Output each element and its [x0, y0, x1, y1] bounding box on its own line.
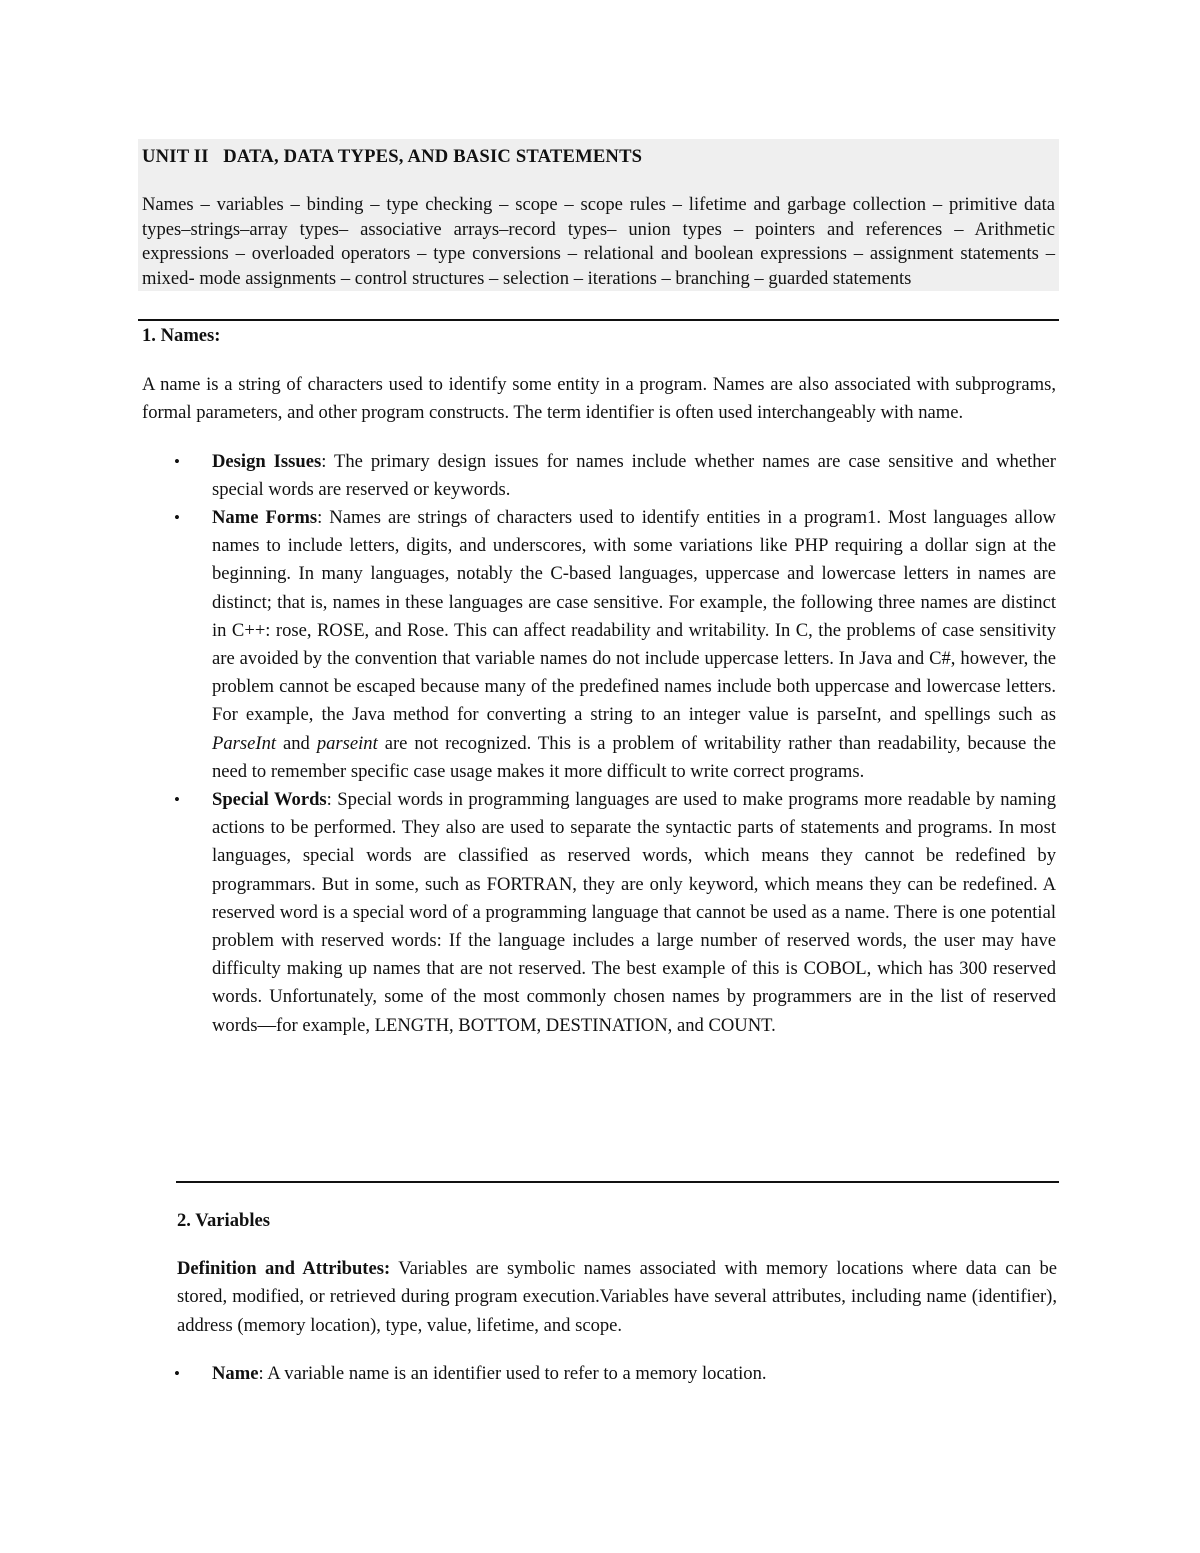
item-term: Name Forms [212, 507, 318, 529]
section-heading: 1. Names: [142, 325, 221, 346]
bullet-list [142, 448, 1056, 1040]
item-italic: parseint [316, 732, 378, 754]
list-item [174, 1360, 1057, 1388]
definition-paragraph [177, 1255, 1057, 1340]
item-text: and [276, 732, 317, 754]
item-text: : Special words in programming languages are used to make programs more readable by naming actions to be performed. They also are used to separate the syntactic parts of statements and programs. In most languages, special words are classified as reserved words, which means they cannot be redefined by programmars. But in some, such as FORTRAN, they are only keyword, which means they can be redefined. A reserved word is a special word of a programming language that cannot be used as a name. There is one potential problem with reserved words: If the language includes a large number of reserved words, the user may have difficulty making up names that are not reserved. The best example of this is COBOL, which has 300 reserved words. Unfortunately, some of the most commonly chosen names by programmers are in the list of reserved words—for example, LENGTH, BOTTOM, DESTINATION, and COUNT. [212, 789, 1056, 1036]
item-term: Name [212, 1362, 259, 1384]
section-names [142, 322, 1056, 1040]
list-item [142, 504, 1056, 786]
unit-topics: Names – variables – binding – type checking – scope – scope rules – lifetime and garbage collection – primitive data types–strings–array types– associative arrays–record types– union types – pointers and references – Arithmetic expressions – overloaded operators – type conversions – relational and boolean expressions – assignment statements – mixed- mode assignments – control structures – selection – iterations – branching – guarded statements [142, 194, 1055, 289]
list-item [142, 786, 1056, 1040]
item-italic: ParseInt [212, 732, 277, 754]
definition-text: Variables are symbolic names associated with memory locations where data can be stored, modified, or retrieved during program execution.Variables have several attributes, including name (identifier), address (memory location), type, value, lifetime, and scope. [177, 1258, 1057, 1336]
item-term: Special Words [212, 789, 327, 811]
unit-header-box [138, 139, 1059, 291]
item-text: : The primary design issues for names include whether names are case sensitive and whether special words are reserved or keywords. [212, 450, 1056, 500]
section-divider [176, 1181, 1059, 1183]
section-heading: 2. Variables [177, 1210, 270, 1231]
list-item [142, 448, 1056, 504]
bullet-icon: • [174, 508, 180, 528]
item-term: Design Issues [212, 450, 322, 472]
section-divider [138, 319, 1059, 321]
unit-title: UNIT II DATA, DATA TYPES, AND BASIC STATEMENTS [142, 146, 643, 167]
section-variables [174, 1207, 1057, 1388]
item-text: are not recognized. This is a problem of writability rather than readability, because the need to remember specific case usage makes it more difficult to write correct programs. [212, 732, 1056, 782]
item-text: : Names are strings of characters used to identify entities in a program1. Most languages allow names to include letters, digits, and underscores, with some variations like PHP requiring a dollar sign at the beginning. In many languages, notably the C-based languages, uppercase and lowercase letters in names are distinct; that is, names in these languages are case sensitive. For example, the following three names are distinct in C++: rose, ROSE, and Rose. This can affect readability and writability. In C, the problems of case sensitivity are avoided by the convention that variable names do not include uppercase letters. In Java and C#, however, the problem cannot be escaped because many of the predefined names include both uppercase and lowercase letters. For example, the Java method for converting a string to an integer value is parseInt, and spellings such as [212, 507, 1056, 726]
bullet-icon: • [174, 1363, 180, 1383]
definition-term: Definition and Attributes: [177, 1258, 391, 1280]
bullet-list [174, 1360, 1057, 1388]
bullet-icon: • [174, 790, 180, 810]
bullet-icon: • [174, 451, 180, 471]
section-intro: A name is a string of characters used to identify some entity in a program. Names are also associated with subprograms, formal parameters, and other program constructs. The term identifier is often used interchangeably with name. [142, 374, 1056, 424]
item-text: : A variable name is an identifier used to refer to a memory location. [258, 1362, 767, 1384]
